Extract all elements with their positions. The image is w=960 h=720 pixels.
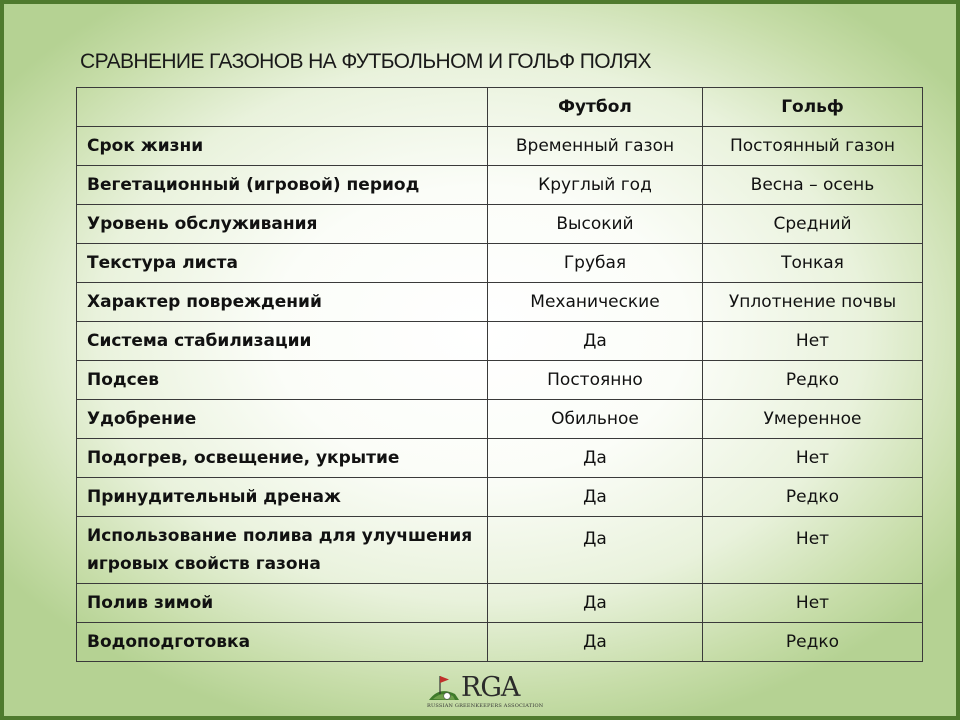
- row-label: Принудительный дренаж: [77, 478, 488, 517]
- golf-value: Уплотнение почвы: [703, 283, 923, 322]
- football-value: Да: [488, 478, 703, 517]
- golf-value: Редко: [703, 361, 923, 400]
- comparison-table: [76, 87, 923, 662]
- golf-value: Средний: [703, 205, 923, 244]
- football-value: Да: [488, 623, 703, 662]
- table-row: [77, 322, 923, 361]
- football-value: Да: [488, 439, 703, 478]
- football-value: Да: [488, 322, 703, 361]
- golf-value: Нет: [703, 584, 923, 623]
- golf-value: Постоянный газон: [703, 127, 923, 166]
- table-row: [77, 283, 923, 322]
- row-label: Подсев: [77, 361, 488, 400]
- football-value: Да: [488, 517, 703, 584]
- golf-value: Редко: [703, 623, 923, 662]
- slide-title: СРАВНЕНИЕ ГАЗОНОВ НА ФУТБОЛЬНОМ И ГОЛЬФ ПОЛЯХ: [80, 50, 651, 73]
- football-value: Высокий: [488, 205, 703, 244]
- golf-value: Нет: [703, 322, 923, 361]
- table-row: [77, 166, 923, 205]
- table-row: [77, 400, 923, 439]
- football-value: Временный газон: [488, 127, 703, 166]
- row-label: Полив зимой: [77, 584, 488, 623]
- header-football: Футбол: [488, 88, 703, 127]
- row-label: Удобрение: [77, 400, 488, 439]
- table-row: [77, 361, 923, 400]
- row-label: Уровень обслуживания: [77, 205, 488, 244]
- football-value: Механические: [488, 283, 703, 322]
- golf-value: Редко: [703, 478, 923, 517]
- header-empty-cell: [77, 88, 488, 127]
- row-label: Водоподготовка: [77, 623, 488, 662]
- row-label: Характер повреждений: [77, 283, 488, 322]
- logo-text: RGA: [461, 672, 520, 703]
- golf-value: Тонкая: [703, 244, 923, 283]
- golf-value: Нет: [703, 439, 923, 478]
- golf-value: Нет: [703, 517, 923, 584]
- table-row: [77, 623, 923, 662]
- table-row: [77, 127, 923, 166]
- row-label: Система стабилизации: [77, 322, 488, 361]
- football-value: Постоянно: [488, 361, 703, 400]
- golf-flag-and-ball-icon: [427, 672, 463, 702]
- table-row: [77, 517, 923, 584]
- golf-value: Весна – осень: [703, 166, 923, 205]
- row-label: Срок жизни: [77, 127, 488, 166]
- golf-value: Умеренное: [703, 400, 923, 439]
- logo-subtitle: RUSSIAN GREENKEEPERS ASSOCIATION: [427, 703, 544, 709]
- table-row: [77, 439, 923, 478]
- row-label: Текстура листа: [77, 244, 488, 283]
- football-value: Обильное: [488, 400, 703, 439]
- table-row: [77, 584, 923, 623]
- table-row: [77, 205, 923, 244]
- football-value: Да: [488, 584, 703, 623]
- header-golf: Гольф: [703, 88, 923, 127]
- table-header-row: [77, 88, 923, 127]
- row-label: Использование полива для улучшения игровых свойств газона: [77, 517, 488, 584]
- table-row: [77, 244, 923, 283]
- row-label: Подогрев, освещение, укрытие: [77, 439, 488, 478]
- row-label: Вегетационный (игровой) период: [77, 166, 488, 205]
- table-row: [77, 478, 923, 517]
- football-value: Грубая: [488, 244, 703, 283]
- rga-logo: [427, 672, 543, 712]
- football-value: Круглый год: [488, 166, 703, 205]
